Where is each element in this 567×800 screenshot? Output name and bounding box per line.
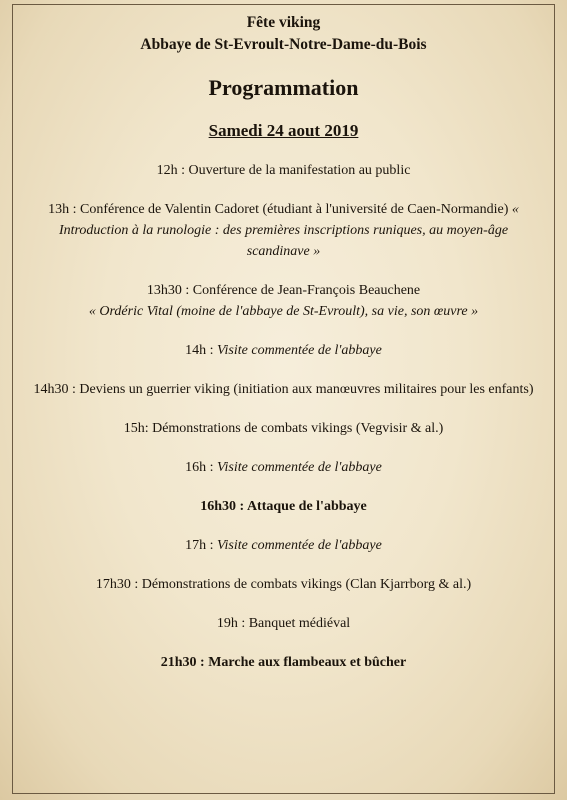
entry-time: 12h : (156, 163, 185, 178)
entry-time: 15h: (123, 421, 149, 436)
entry-time: 21h30 : (160, 655, 205, 670)
entry-text: Démonstrations de combats vikings (Clan Kjarrborg & al.) (138, 577, 472, 592)
program-entry (12, 613, 555, 634)
entry-text: Marche aux flambeaux et bûcher (204, 655, 407, 670)
entry-time: 17h30 : (95, 577, 139, 592)
entry-italic-text: « Introduction à la runologie : des premières inscriptions runiques, au moyen-âge scandinave » (58, 202, 519, 259)
program-entry (12, 457, 555, 478)
program-entry (12, 340, 555, 361)
page-title: Programmation (208, 75, 359, 100)
program-entry (12, 496, 555, 517)
entry-time: 14h : (185, 343, 214, 358)
entry-text: Ouverture de la manifestation au public (184, 163, 411, 178)
entry-italic-text: Visite commentée de l'abbaye (217, 343, 382, 358)
entry-italic-text: « Ordéric Vital (moine de l'abbaye de St-Evroult), sa vie, son œuvre » (88, 304, 479, 319)
entry-italic-text: Visite commentée de l'abbaye (217, 538, 382, 553)
program-entry (12, 652, 555, 673)
program-entry (12, 574, 555, 595)
program-entry (12, 418, 555, 439)
program-entry (12, 535, 555, 556)
event-name: Fête viking (246, 14, 321, 31)
entry-time: 16h30 : (200, 499, 245, 514)
program-entry (12, 280, 555, 322)
program-entry (12, 160, 555, 181)
entry-text: Conférence de Valentin Cadoret (étudiant à l'université de Caen-Normandie) (76, 202, 512, 217)
entry-text: Démonstrations de combats vikings (Vegvisir & al.) (148, 421, 444, 436)
program-day: Samedi 24 aout 2019 (208, 121, 359, 140)
entry-text: Conférence de Jean-François Beauchene (189, 283, 421, 298)
entry-text: Deviens un guerrier viking (initiation aux manœuvres militaires pour les enfants) (75, 382, 534, 397)
entry-time: 19h : (216, 616, 246, 631)
entry-text: Banquet médiéval (245, 616, 351, 631)
program-entry (12, 199, 555, 262)
entry-time: 17h : (185, 538, 214, 553)
entry-time: 14h30 : (33, 382, 76, 397)
entry-time: 13h30 : (146, 283, 190, 298)
entry-text: Attaque de l'abbaye (244, 499, 367, 514)
event-location: Abbaye de St-Evroult-Notre-Dame-du-Bois (140, 36, 427, 53)
entry-italic-text: Visite commentée de l'abbaye (217, 460, 382, 475)
program-content (12, 4, 555, 673)
entry-time: 16h : (185, 460, 214, 475)
entry-time: 13h : (48, 202, 77, 217)
program-entry (12, 379, 555, 400)
